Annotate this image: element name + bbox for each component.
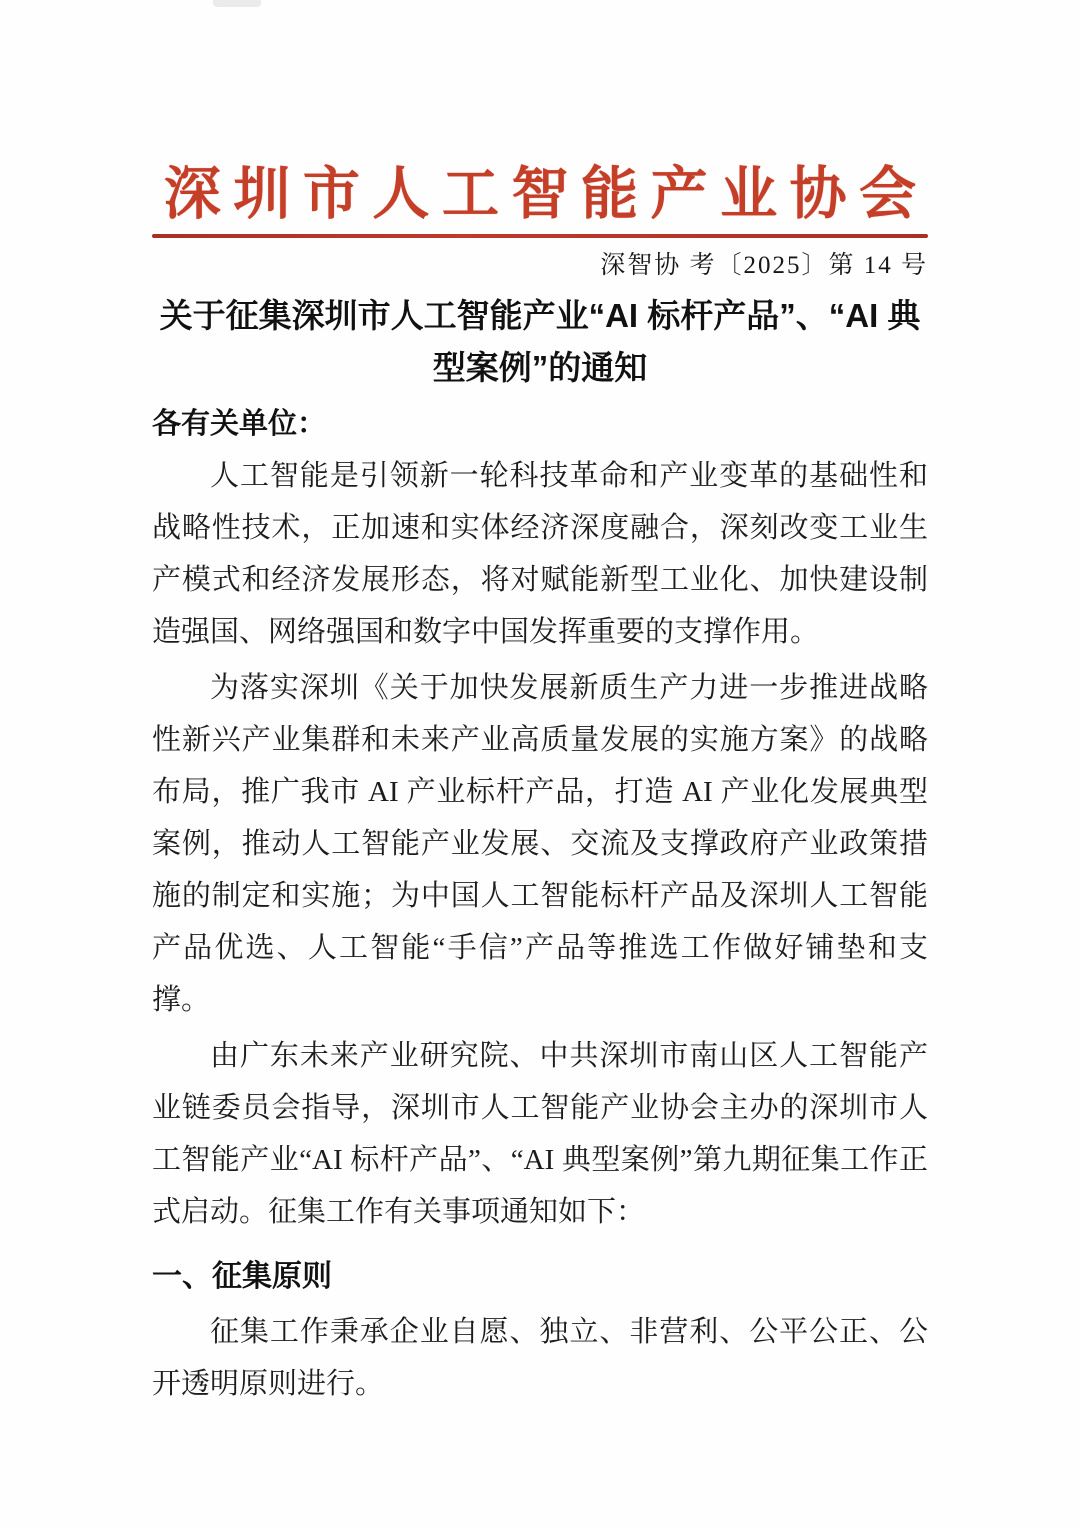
notice-title [152,290,928,394]
section-heading-collection-principles: 一、征集原则 [152,1260,332,1293]
section-paragraph: 征集工作秉承企业自愿、独立、非营利、公平公正、公开透明原则进行。 [152,1316,928,1400]
doc-number: 深智协 考〔2025〕第 14 号 [600,252,928,279]
body-paragraph-1: 人工智能是引领新一轮科技革命和产业变革的基础性和战略性技术，正加速和实体经济深度融合，深刻改变工业生产模式和经济发展形态，将对赋能新型工业化、加快建设制造强国、网络强国和数字中国发挥重要的支撑作用。 [152,460,928,648]
body-paragraph-3: 由广东未来产业研究院、中共深圳市南山区人工智能产业链委员会指导，深圳市人工智能产业协会主办的深圳市人工智能产业“AI 标杆产品”、“AI 典型案例”第九期征集工作正式启动。征集工作有关事项通知如下： [152,1040,928,1228]
red-divider-line [152,234,928,238]
notice-title-line-1: 关于征集深圳市人工智能产业“AI 标杆产品”、“AI 典 [159,297,921,334]
body-paragraph-2: 为落实深圳《关于加快发展新质生产力进一步推进战略性新兴产业集群和未来产业高质量发展的实施方案》的战略布局，推广我市 AI 产业标杆产品，打造 AI 产业化发展典型案例，推动人工智能产业发展、交流及支撑政府产业政策措施的制定和实施；为中国人工智能标杆产品及深圳人工智能产品优选、人工智能“手信”产品等推选工作做好铺垫和支撑。 [152,672,928,1016]
org-name-heading: 深圳市人工智能产业协会 [163,163,929,226]
salutation: 各有关单位： [152,408,327,440]
document-content [152,0,928,1412]
notice-title-line-2: 型案例”的通知 [432,349,648,386]
